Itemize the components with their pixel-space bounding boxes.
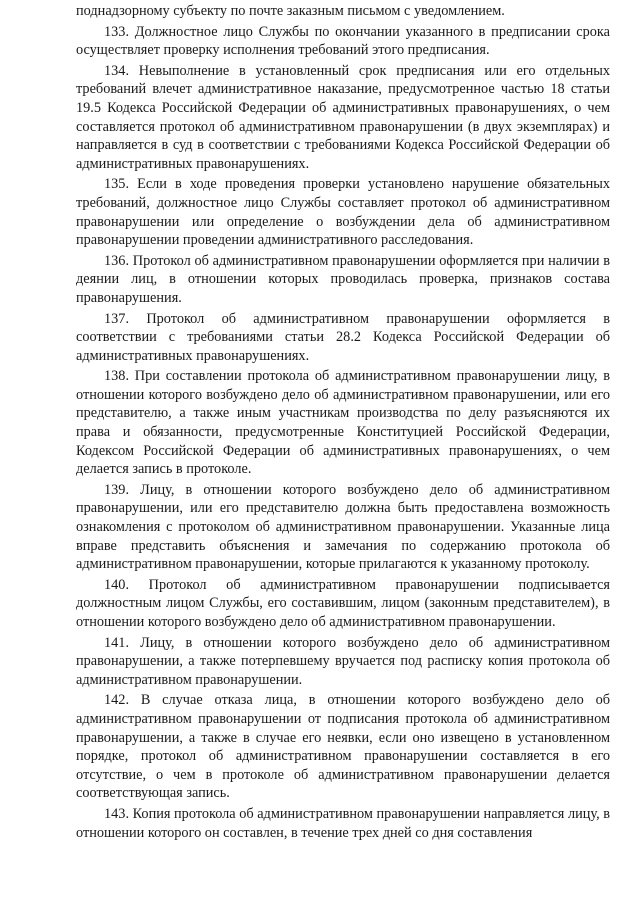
paragraph-continuation: поднадзорному субъекту по почте заказным письмом с уведомлением. (76, 3, 505, 19)
paragraph-133: 133. Должностное лицо Службы по окончании указанного в предписании срока осуществляет проверку исполнения требований этого предписания. (76, 23, 610, 59)
document-page (76, 2, 610, 844)
paragraph-140: 140. Протокол об административном правонарушении подписывается должностным лицом Службы, его составившим, лицом (законным представителем), в отношении которого возбуждено дело об административном правонарушении. (76, 576, 610, 630)
paragraph-134: 134. Невыполнение в установленный срок предписания или его отдельных требований влечет административное наказание, предусмотренное частью 18 статьи 19.5 Кодекса Российской Федерации об административных правонарушениях, о чем составляется протокол об административном правонарушении (в двух экземплярах) и направляется в суд в соответствии с требованиями Кодекса Российской Федерации об административных правонарушениях. (76, 62, 610, 172)
paragraph-139: 139. Лицу, в отношении которого возбуждено дело об административном правонарушении, или его представителю должна быть предоставлена возможность ознакомления с протоколом об административном правонарушении. Указанные лица вправе представить объяснения и замечания по содержанию протокола об административном правонарушении, которые прилагаются к указанному протоколу. (76, 481, 610, 573)
paragraph-135: 135. Если в ходе проведения проверки установлено нарушение обязательных требований, должностное лицо Службы составляет протокол об административном правонарушении или определение о возбуждении дела об административном правонарушении проведении административного расследования. (76, 176, 610, 249)
paragraph-137: 137. Протокол об административном правонарушении оформляется в соответствии с требованиями статьи 28.2 Кодекса Российской Федерации об административных правонарушениях. (76, 310, 610, 364)
paragraph-138: 138. При составлении протокола об административном правонарушении лицу, в отношении которого возбуждено дело об административном правонарушении, или его представителю, а также иным участникам производства по делу разъясняются их права и обязанности, предусмотренные Конституцией Российской Федерации, Кодексом Российской Федерации об административных правонарушениях, о чем делается запись в протоколе. (76, 368, 610, 478)
paragraph-142: 142. В случае отказа лица, в отношении которого возбуждено дело об административном правонарушении от подписания протокола об административном правонарушении, а также в случае его неявки, если оно извещено в установленном порядке, протокол об административном правонарушении составляется в его отсутствие, о чем в протоколе об административном правонарушении делается соответствующая запись. (76, 692, 610, 802)
paragraph-143: 143. Копия протокола об административном правонарушении направляется лицу, в отношении которого он составлен, в течение трех дней со дня составления (76, 805, 611, 841)
paragraph-136: 136. Протокол об административном правонарушении оформляется при наличии в деянии лиц, в отношении которых проводилась проверка, признаков состава правонарушения. (76, 252, 610, 306)
paragraph-141: 141. Лицу, в отношении которого возбуждено дело об административном правонарушении, а также потерпевшему вручается под расписку копия протокола об административном правонарушении. (76, 634, 610, 688)
